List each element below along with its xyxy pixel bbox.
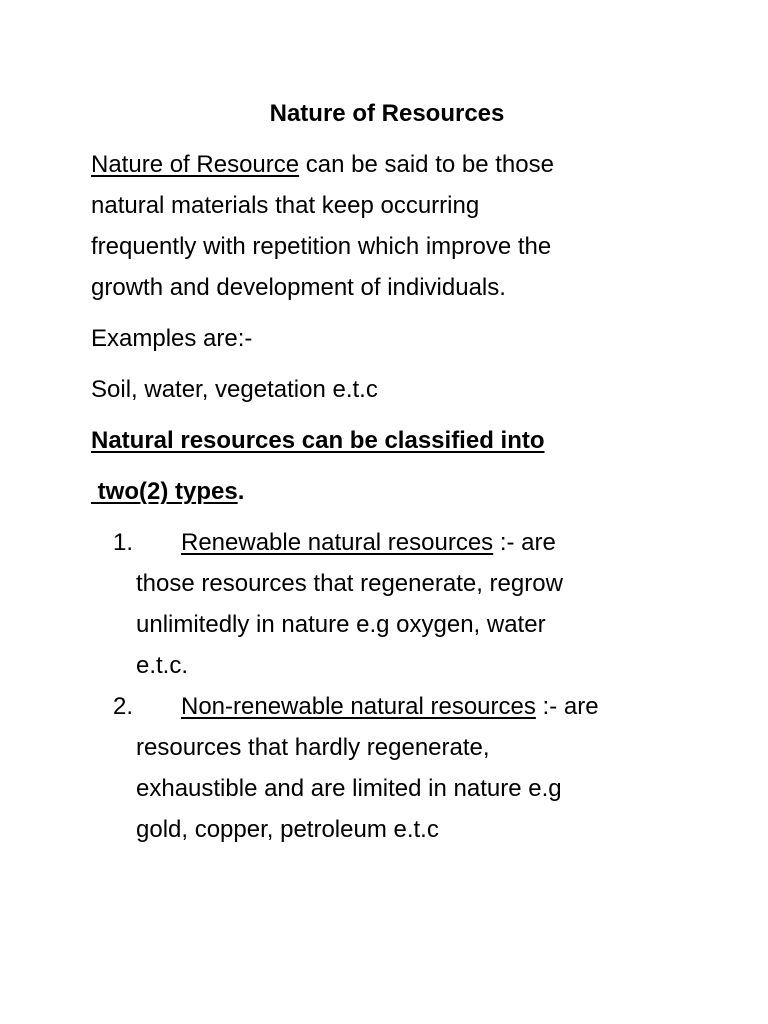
list-item-term: Non-renewable natural resources xyxy=(181,693,536,720)
intro-line-3: frequently with repetition which improve the xyxy=(91,233,552,260)
list-item-first-line: Renewable natural resources :- are xyxy=(181,529,556,556)
intro-line-1 xyxy=(91,144,691,185)
examples-text: Soil, water, vegetation e.t.c xyxy=(91,376,378,403)
list-item xyxy=(91,686,691,850)
intro-line-2: natural materials that keep occurring xyxy=(91,192,480,219)
list-item-first-line: Non-renewable natural resources :- are xyxy=(181,693,599,720)
classification-heading-line-1: Natural resources can be classified into xyxy=(91,427,545,454)
intro-line-4: growth and development of individuals. xyxy=(91,274,506,301)
classification-heading-line-2: two(2) types. xyxy=(91,478,245,505)
list-item xyxy=(91,522,691,686)
list-number: 1. xyxy=(113,529,134,556)
list-item-line: gold, copper, petroleum e.t.c xyxy=(136,816,439,843)
list-item-line: unlimitedly in nature e.g oxygen, water xyxy=(136,611,546,638)
list-item-line: e.t.c. xyxy=(136,652,189,679)
list-item-line: those resources that regenerate, regrow xyxy=(136,570,563,597)
examples-label: Examples are:- xyxy=(91,325,253,352)
resource-types-list xyxy=(91,522,691,850)
intro-line-1-rest: can be said to be those xyxy=(299,151,554,178)
list-number: 2. xyxy=(113,693,134,720)
list-item-term: Renewable natural resources xyxy=(181,529,494,556)
list-item-line: exhaustible and are limited in nature e.g xyxy=(136,775,562,802)
list-item-line: resources that hardly regenerate, xyxy=(136,734,490,761)
intro-paragraph xyxy=(91,144,691,308)
document-page xyxy=(91,93,691,850)
intro-term: Nature of Resource xyxy=(91,151,300,178)
document-title: Nature of Resources xyxy=(269,100,505,127)
